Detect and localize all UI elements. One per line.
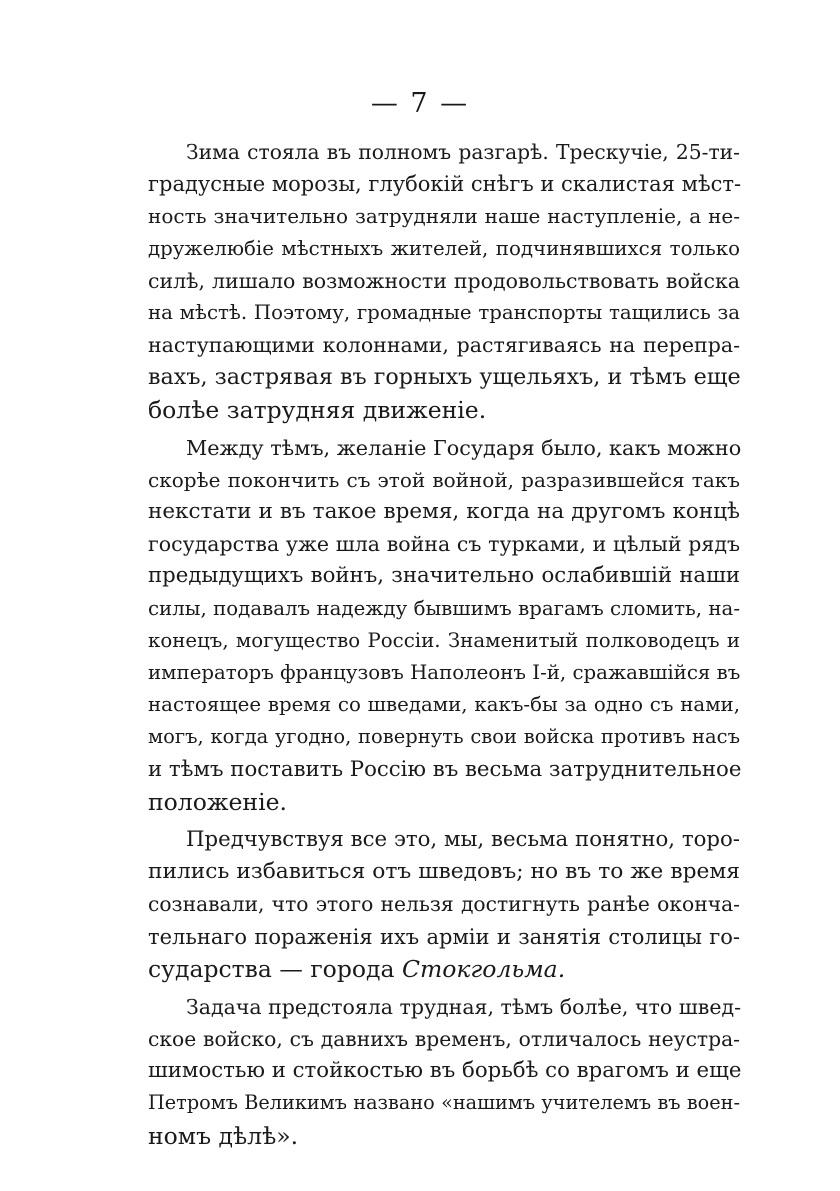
text-line: наступающими колоннами, растягиваясь на перепра-	[148, 333, 740, 358]
paragraph-2	[148, 432, 740, 818]
text-line: некстати и въ такое время, когда на другомъ концѣ	[148, 499, 740, 525]
text-line: ность значительно затрудняли наше наступленіе, а не-	[148, 204, 740, 229]
text-line: шимостью и стойкостью въ борьбѣ со врагомъ и еще	[148, 1058, 742, 1084]
text-line: сознавали, что этого нельзя достигнуть ранѣе оконча-	[148, 892, 740, 917]
text-line: номъ дѣлѣ».	[148, 1121, 299, 1150]
text-line: пились избавиться отъ шведовъ; но въ то же время	[148, 859, 740, 885]
paragraph-3	[148, 824, 740, 985]
text-line: императоръ французовъ Наполеонъ I-й, сражавшійся въ	[148, 661, 741, 684]
text-line: государства уже шла война съ турками, и цѣлый рядъ	[148, 532, 740, 557]
text-line: и тѣмъ поставить Россію въ весьма затруднительное	[148, 756, 742, 782]
text-line: Между тѣмъ, желаніе Государя было, какъ можно	[186, 435, 742, 460]
text-line: Петромъ Великимъ названо «нашимъ учителемъ въ воен-	[148, 1091, 740, 1115]
text-line: ское войско, съ давнихъ временъ, отличалось неустра-	[148, 1027, 740, 1052]
text-line: Задача предстояла трудная, тѣмъ болѣе, что швед-	[186, 994, 742, 1019]
text-line: на мѣстѣ. Поэтому, громадные транспорты тащились за	[148, 300, 740, 324]
text-line: тельнаго пораженія ихъ арміи и занятія столицы го-	[148, 924, 740, 949]
text-line-start: сударства — города	[148, 954, 402, 983]
paragraph-1	[148, 136, 740, 426]
city-name-italic: Стокгольма.	[401, 954, 566, 983]
text-line: силы, подавалъ надежду бывшимъ врагамъ сломить, на-	[148, 596, 740, 620]
text-line: силѣ, лишало возможности продовольствовать войска	[148, 268, 740, 293]
text-line: положеніе.	[148, 787, 287, 816]
text-line: предыдущихъ войнъ, значительно ослабившій наши	[148, 563, 740, 589]
text-line: дружелюбіе мѣстныхъ жителей, подчинявшихся только	[148, 236, 740, 260]
text-line: Зима стояла въ полномъ разгарѣ. Трескучіе, 25-ти-	[186, 140, 740, 164]
text-line: Предчувствуя все это, мы, весьма понятно, торо-	[186, 826, 740, 852]
paragraph-4	[148, 991, 740, 1152]
text-line: скорѣе покончить съ этой войной, разразившейся такъ	[148, 467, 740, 492]
text-line: градусные морозы, глубокій снѣгъ и скалистая мѣст-	[148, 172, 742, 197]
text-line: конецъ, могущество Россіи. Знаменитый полководецъ и	[148, 628, 740, 652]
body-text	[148, 136, 740, 1152]
text-line	[148, 953, 740, 985]
text-line: настоящее время со шведами, какъ-бы за одно съ нами,	[148, 693, 740, 717]
text-line: могъ, когда угодно, повернуть свои войска противъ насъ	[148, 725, 740, 749]
text-line: вахъ, застрявая въ горныхъ ущельяхъ, и тѣмъ еще	[148, 364, 741, 391]
text-line: болѣе затрудняя движеніе.	[148, 395, 487, 424]
page-number: — 7 —	[370, 88, 470, 119]
